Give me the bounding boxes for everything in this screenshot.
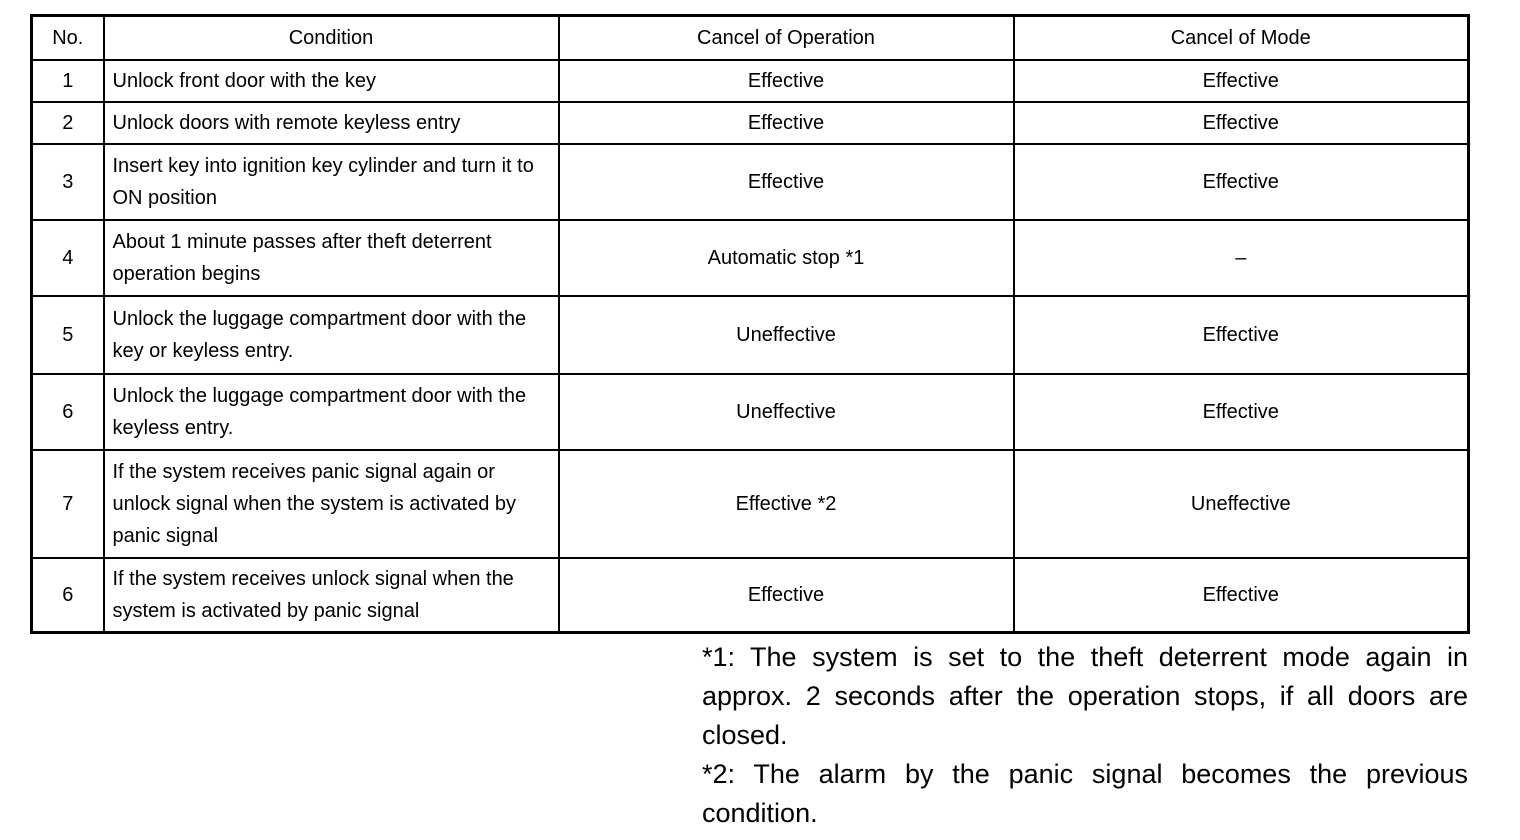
row-condition: If the system receives panic signal again or unlock signal when the system is activated by panic signal bbox=[104, 450, 559, 558]
row-cancel-mode: Effective bbox=[1014, 102, 1469, 144]
row-number: 4 bbox=[32, 220, 104, 296]
table-row bbox=[32, 450, 1469, 558]
row-condition: About 1 minute passes after theft deterrent operation begins bbox=[104, 220, 559, 296]
row-number: 1 bbox=[32, 60, 104, 102]
row-cancel-mode: – bbox=[1014, 220, 1469, 296]
row-cancel-operation: Uneffective bbox=[559, 296, 1014, 374]
table-row bbox=[32, 374, 1469, 450]
row-cancel-operation: Automatic stop *1 bbox=[559, 220, 1014, 296]
row-condition: Unlock the luggage compartment door with the key or keyless entry. bbox=[104, 296, 559, 374]
header-cancel-of-mode: Cancel of Mode bbox=[1014, 16, 1469, 61]
table-row bbox=[32, 144, 1469, 220]
row-condition: If the system receives unlock signal when the system is activated by panic signal bbox=[104, 558, 559, 632]
row-cancel-operation: Effective bbox=[559, 558, 1014, 632]
header-condition: Condition bbox=[104, 16, 559, 61]
row-number: 6 bbox=[32, 558, 104, 632]
row-condition: Unlock the luggage compartment door with the keyless entry. bbox=[104, 374, 559, 450]
row-condition: Unlock doors with remote keyless entry bbox=[104, 102, 559, 144]
row-cancel-mode: Effective bbox=[1014, 374, 1469, 450]
footnote-1: *1: The system is set to the theft deterrent mode again in approx. 2 seconds after the operation stops, if all doors are closed. bbox=[702, 642, 1468, 750]
table-row bbox=[32, 296, 1469, 374]
table-row bbox=[32, 558, 1469, 632]
row-condition: Unlock front door with the key bbox=[104, 60, 559, 102]
row-condition: Insert key into ignition key cylinder and turn it to ON position bbox=[104, 144, 559, 220]
table-row bbox=[32, 220, 1469, 296]
row-cancel-mode: Effective bbox=[1014, 296, 1469, 374]
row-number: 7 bbox=[32, 450, 104, 558]
table-row bbox=[32, 60, 1469, 102]
row-cancel-mode: Effective bbox=[1014, 144, 1469, 220]
table-header-row bbox=[32, 16, 1469, 61]
header-no: No. bbox=[32, 16, 104, 61]
row-cancel-operation: Effective bbox=[559, 60, 1014, 102]
row-cancel-operation: Uneffective bbox=[559, 374, 1014, 450]
row-cancel-operation: Effective *2 bbox=[559, 450, 1014, 558]
footnote-2: *2: The alarm by the panic signal becomes the previous condition. bbox=[702, 759, 1468, 828]
footnotes bbox=[702, 638, 1468, 833]
row-number: 3 bbox=[32, 144, 104, 220]
row-cancel-mode: Effective bbox=[1014, 558, 1469, 632]
row-cancel-mode: Uneffective bbox=[1014, 450, 1469, 558]
table-row bbox=[32, 102, 1469, 144]
row-cancel-mode: Effective bbox=[1014, 60, 1469, 102]
header-cancel-of-operation: Cancel of Operation bbox=[559, 16, 1014, 61]
row-number: 5 bbox=[32, 296, 104, 374]
row-cancel-operation: Effective bbox=[559, 102, 1014, 144]
row-cancel-operation: Effective bbox=[559, 144, 1014, 220]
row-number: 6 bbox=[32, 374, 104, 450]
cancel-conditions-table bbox=[30, 14, 1470, 634]
row-number: 2 bbox=[32, 102, 104, 144]
